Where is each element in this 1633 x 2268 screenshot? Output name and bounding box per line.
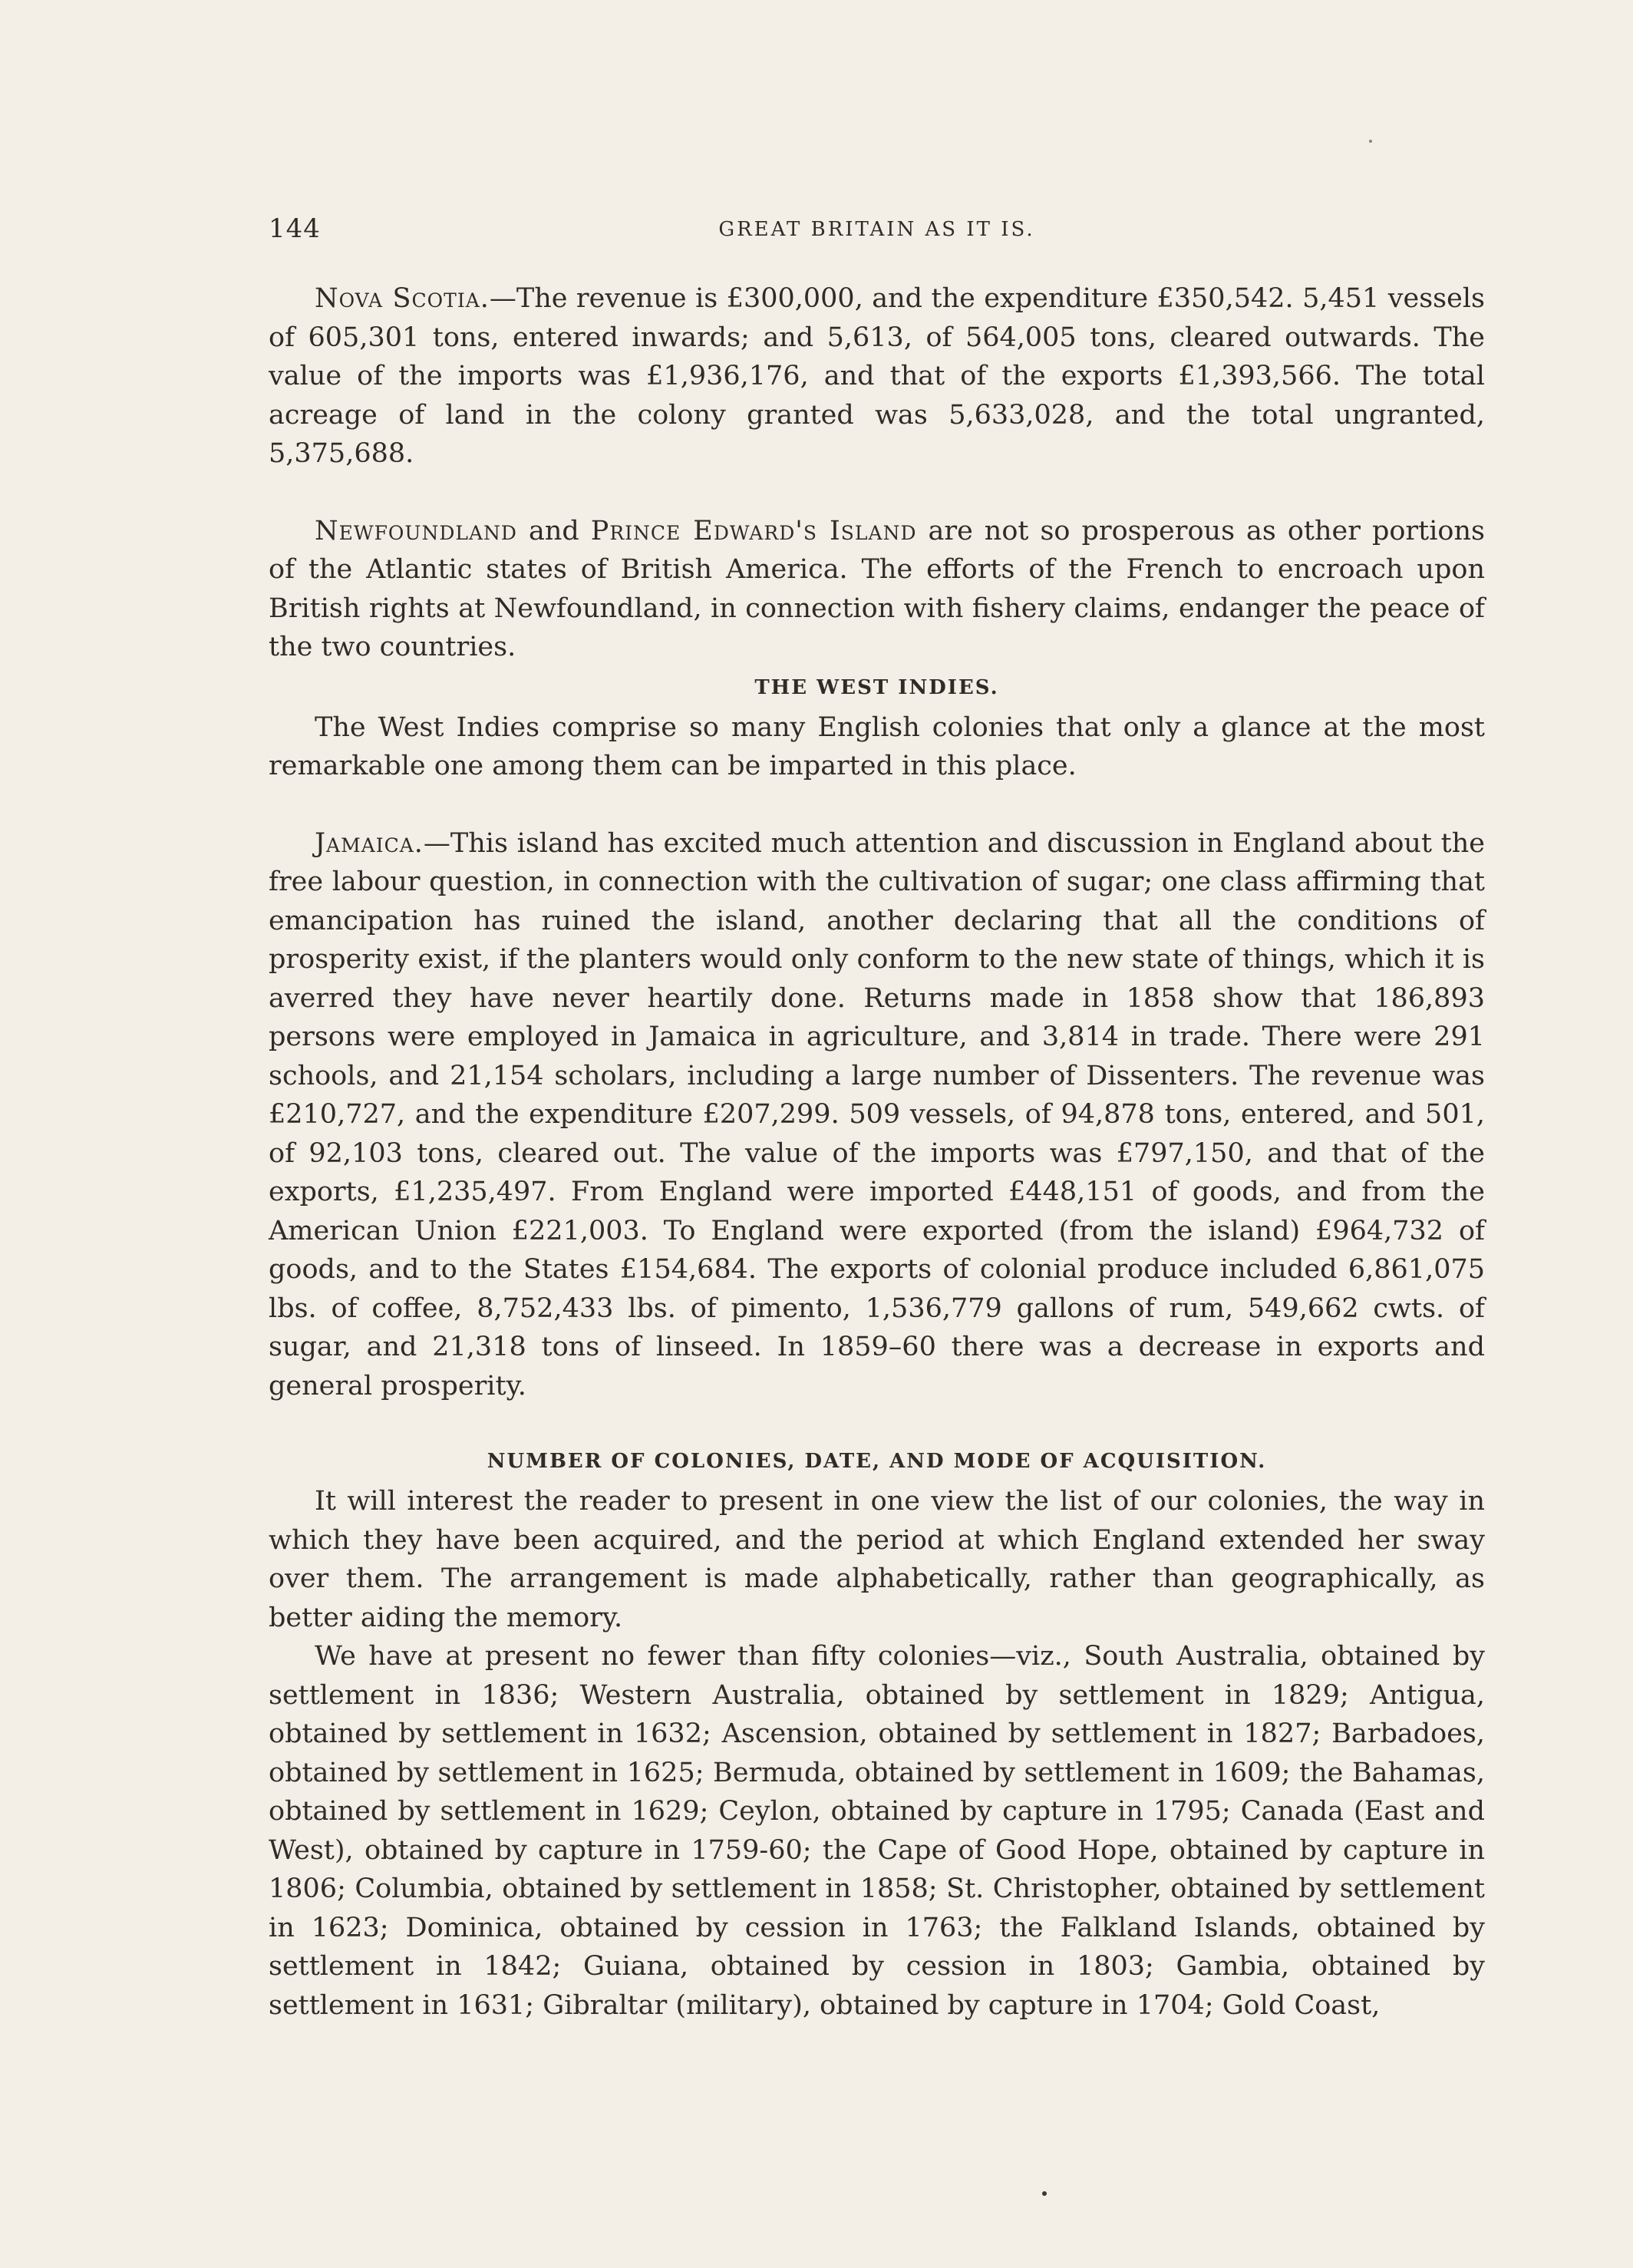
heading-prince-edwards-island: Prince Edward's Island (590, 515, 917, 546)
section-title-west-indies: THE WEST INDIES. (754, 675, 999, 699)
text-nova-scotia: —The revenue is £300,000, and the expenditure £350,542. 5,451 vessels of 605,301 tons, entered inwards; and 5,613, of 564,005 tons, cleared outwards. The value of the imports was £1,936,176, and that of the exports £1,393,566. The total acreage of land in the colony granted was 5,633,028, and the total ungranted, 5,375,688. (269, 283, 1485, 469)
paragraph-jamaica (269, 824, 1485, 1406)
book-page (269, 213, 1485, 2148)
text-newfoundland: are not so prosperous as other portions of the Atlantic states of British America. The efforts of the French to encroach upon British rights at Newfoundland, in connection with fishery claims, endanger the peace of the two countries. (269, 515, 1485, 662)
running-title: GREAT BRITAIN AS IT IS. (718, 218, 1035, 241)
section-title-colonies: NUMBER OF COLONIES, DATE, AND MODE OF ACQUISITION. (487, 1450, 1267, 1473)
connector-and: and (516, 515, 591, 546)
heading-nova-scotia: Nova Scotia. (315, 283, 490, 314)
paragraph-colonies-intro: It will interest the reader to present in one view the list of our colonies, the way in which they have been acquired, and the period at which England extended her sway over them. The arrangement is made alphabetically, rather than geographically, as better aiding the memory. (269, 1486, 1485, 1633)
paragraph-nova-scotia (269, 279, 1485, 474)
paragraph-colonies-list: We have at present no fewer than fifty colonies—viz., South Australia, obtained by settlement in 1836; Western Australia, obtained by settlement in 1829; Antigua, obtained by settlement in 1632; Ascension, obtained by settlement in 1827; Barbadoes, obtained by settlement in 1625; Bermuda, obtained by settlement in 1609; the Bahamas, obtained by settlement in 1629; Ceylon, obtained by capture in 1795; Canada (East and West), obtained by capture in 1759-60; the Cape of Good Hope, obtained by capture in 1806; Columbia, obtained by settlement in 1858; St. Christopher, obtained by settlement in 1623; Dominica, obtained by cession in 1763; the Falkland Islands, obtained by settlement in 1842; Guiana, obtained by cession in 1803; Gambia, obtained by settlement in 1631; Gibraltar (military), obtained by capture in 1704; Gold Coast, (269, 1641, 1485, 2021)
paragraph-newfoundland (269, 512, 1485, 667)
paragraph-west-indies: The West Indies comprise so many English colonies that only a glance at the most remarkable one among them can be imparted in this place. (269, 711, 1485, 781)
heading-newfoundland: Newfoundland (315, 515, 517, 546)
page-header (269, 213, 1485, 259)
page-speck (1369, 140, 1372, 143)
text-jamaica: —This island has excited much attention and discussion in England about the free labour question, in connection with the cultivation of sugar; one class affirming that emancipation has ruined the island, another declaring that all the conditions of prosperity exist, if the planters would only conform to the new state of things, which it is averred they have never heartily done. Returns made in 1858 show that 186,893 persons were employed in Jamaica in agriculture, and 3,814 in trade. There were 291 schools, and 21,154 scholars, including a large number of Dissenters. The revenue was £210,727, and the expenditure £207,299. 509 vessels, of 94,878 tons, entered, and 501, of 92,103 tons, cleared out. The value of the imports was £797,150, and that of the exports, £1,235,497. From England were imported £448,151 of goods, and from the American Union £221,003. To England were exported (from the island) £964,732 of goods, and to the States £154,684. The exports of colonial produce included 6,861,075 lbs. of coffee, 8,752,433 lbs. of pimento, 1,536,779 gallons of rum, 549,662 cwts. of sugar, and 21,318 tons of linseed. In 1859–60 there was a decrease in exports and general prosperity. (269, 827, 1485, 1401)
page-number: 144 (269, 213, 321, 244)
page-speck-bottom (1042, 2191, 1047, 2196)
heading-jamaica: Jamaica. (315, 827, 424, 859)
